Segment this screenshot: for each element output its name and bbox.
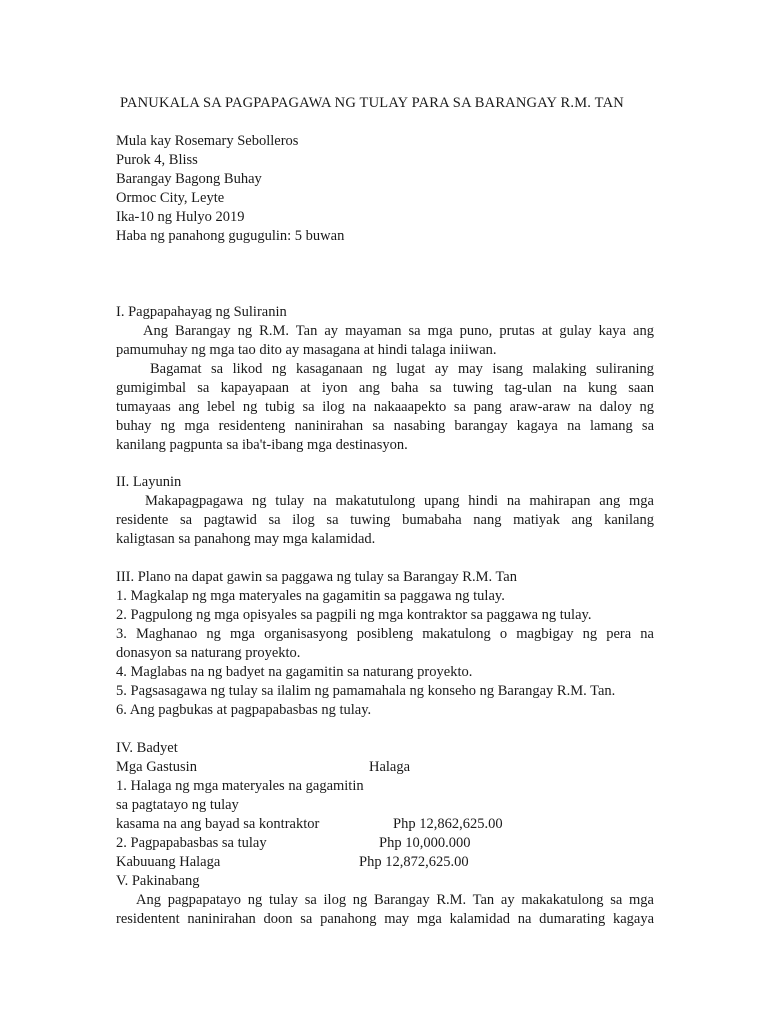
paragraph-line: pamumuhay ng mga tao dito ay masagana at hindi talaga iniiwan. xyxy=(116,342,497,358)
paragraph-line: tumayaas ang lebel ng tubig sa ilog na nakaaapekto sa pang araw-araw na daloy ng xyxy=(116,399,654,415)
list-item: donasyon sa naturang proyekto. xyxy=(116,645,301,661)
budget-item-amount: Php 10,000.000 xyxy=(379,835,471,851)
paragraph-line: kaligtasan sa panahong may mga kalamidad. xyxy=(116,531,376,547)
section-heading: I. Pagpapahayag ng Suliranin xyxy=(116,304,287,320)
paragraph-line: Bagamat sa likod ng kasaganaan ng lugat ay may isang malaking suliraning xyxy=(150,361,654,377)
section-heading: III. Plano na dapat gawin sa paggawa ng tulay sa Barangay R.M. Tan xyxy=(116,569,517,585)
proposal-duration: Haba ng panahong gugugulin: 5 buwan xyxy=(116,228,345,244)
budget-column-expense: Mga Gastusin xyxy=(116,759,197,775)
address-purok: Purok 4, Bliss xyxy=(116,152,198,168)
paragraph-line: buhay ng mga residenteng naninirahan sa nasabing barangay kagaya na lamang sa xyxy=(116,418,654,434)
paragraph-line: Makapagpagawa ng tulay na makatutulong upang hindi na mahirapan ang mga xyxy=(145,493,654,509)
paragraph-line: kanilang pagpunta sa iba't-ibang mga destinasyon. xyxy=(116,437,408,453)
document-title: PANUKALA SA PAGPAPAGAWA NG TULAY PARA SA BARANGAY R.M. TAN xyxy=(120,95,624,111)
budget-item-amount: Php 12,862,625.00 xyxy=(393,816,503,832)
paragraph-line: Ang pagpapatayo ng tulay sa ilog ng Barangay R.M. Tan ay makakatulong sa mga xyxy=(136,892,654,908)
budget-column-amount: Halaga xyxy=(369,759,411,775)
budget-item-label: 2. Pagpapabasbas sa tulay xyxy=(116,835,267,851)
paragraph-line: Ang Barangay ng R.M. Tan ay mayaman sa mga puno, prutas at gulay kaya ang xyxy=(143,323,654,339)
list-item: 5. Pagsasagawa ng tulay sa ilalim ng pamamahala ng konseho ng Barangay R.M. Tan. xyxy=(116,683,616,699)
paragraph-line: gumigimbal sa kapayapaan at iyon ang baha sa tuwing tag-ulan na kung saan xyxy=(116,380,654,396)
budget-total-amount: Php 12,872,625.00 xyxy=(359,854,469,870)
address-city: Ormoc City, Leyte xyxy=(116,190,225,206)
list-item: 2. Pagpulong ng mga opisyales sa pagpili ng mga kontraktor sa paggawa ng tulay. xyxy=(116,607,592,623)
budget-total-label: Kabuuang Halaga xyxy=(116,854,221,870)
proposal-date: Ika-10 ng Hulyo 2019 xyxy=(116,209,245,225)
author-line: Mula kay Rosemary Sebolleros xyxy=(116,133,299,149)
address-barangay: Barangay Bagong Buhay xyxy=(116,171,262,187)
paragraph-line: residentent naninirahan doon sa panahong may mga kalamidad na dumarating kagaya xyxy=(116,911,654,927)
section-heading: IV. Badyet xyxy=(116,740,178,756)
budget-item-label: kasama na ang bayad sa kontraktor xyxy=(116,816,320,832)
list-item: 6. Ang pagbukas at pagpapabasbas ng tulay. xyxy=(116,702,372,718)
budget-item-label: sa pagtatayo ng tulay xyxy=(116,797,239,813)
list-item: 3. Maghanao ng mga organisasyong posibleng makatulong o magbigay ng pera na xyxy=(116,626,654,642)
list-item: 4. Maglabas na ng badyet na gagamitin sa naturang proyekto. xyxy=(116,664,473,680)
section-heading: II. Layunin xyxy=(116,474,182,490)
paragraph-line: residente sa pagtawid sa ilog sa tuwing bumabaha nang matiyak ang kanilang xyxy=(116,512,654,528)
list-item: 1. Magkalap ng mga materyales na gagamitin sa paggawa ng tulay. xyxy=(116,588,505,604)
budget-item-label: 1. Halaga ng mga materyales na gagamitin xyxy=(116,778,364,794)
section-heading: V. Pakinabang xyxy=(116,873,200,889)
